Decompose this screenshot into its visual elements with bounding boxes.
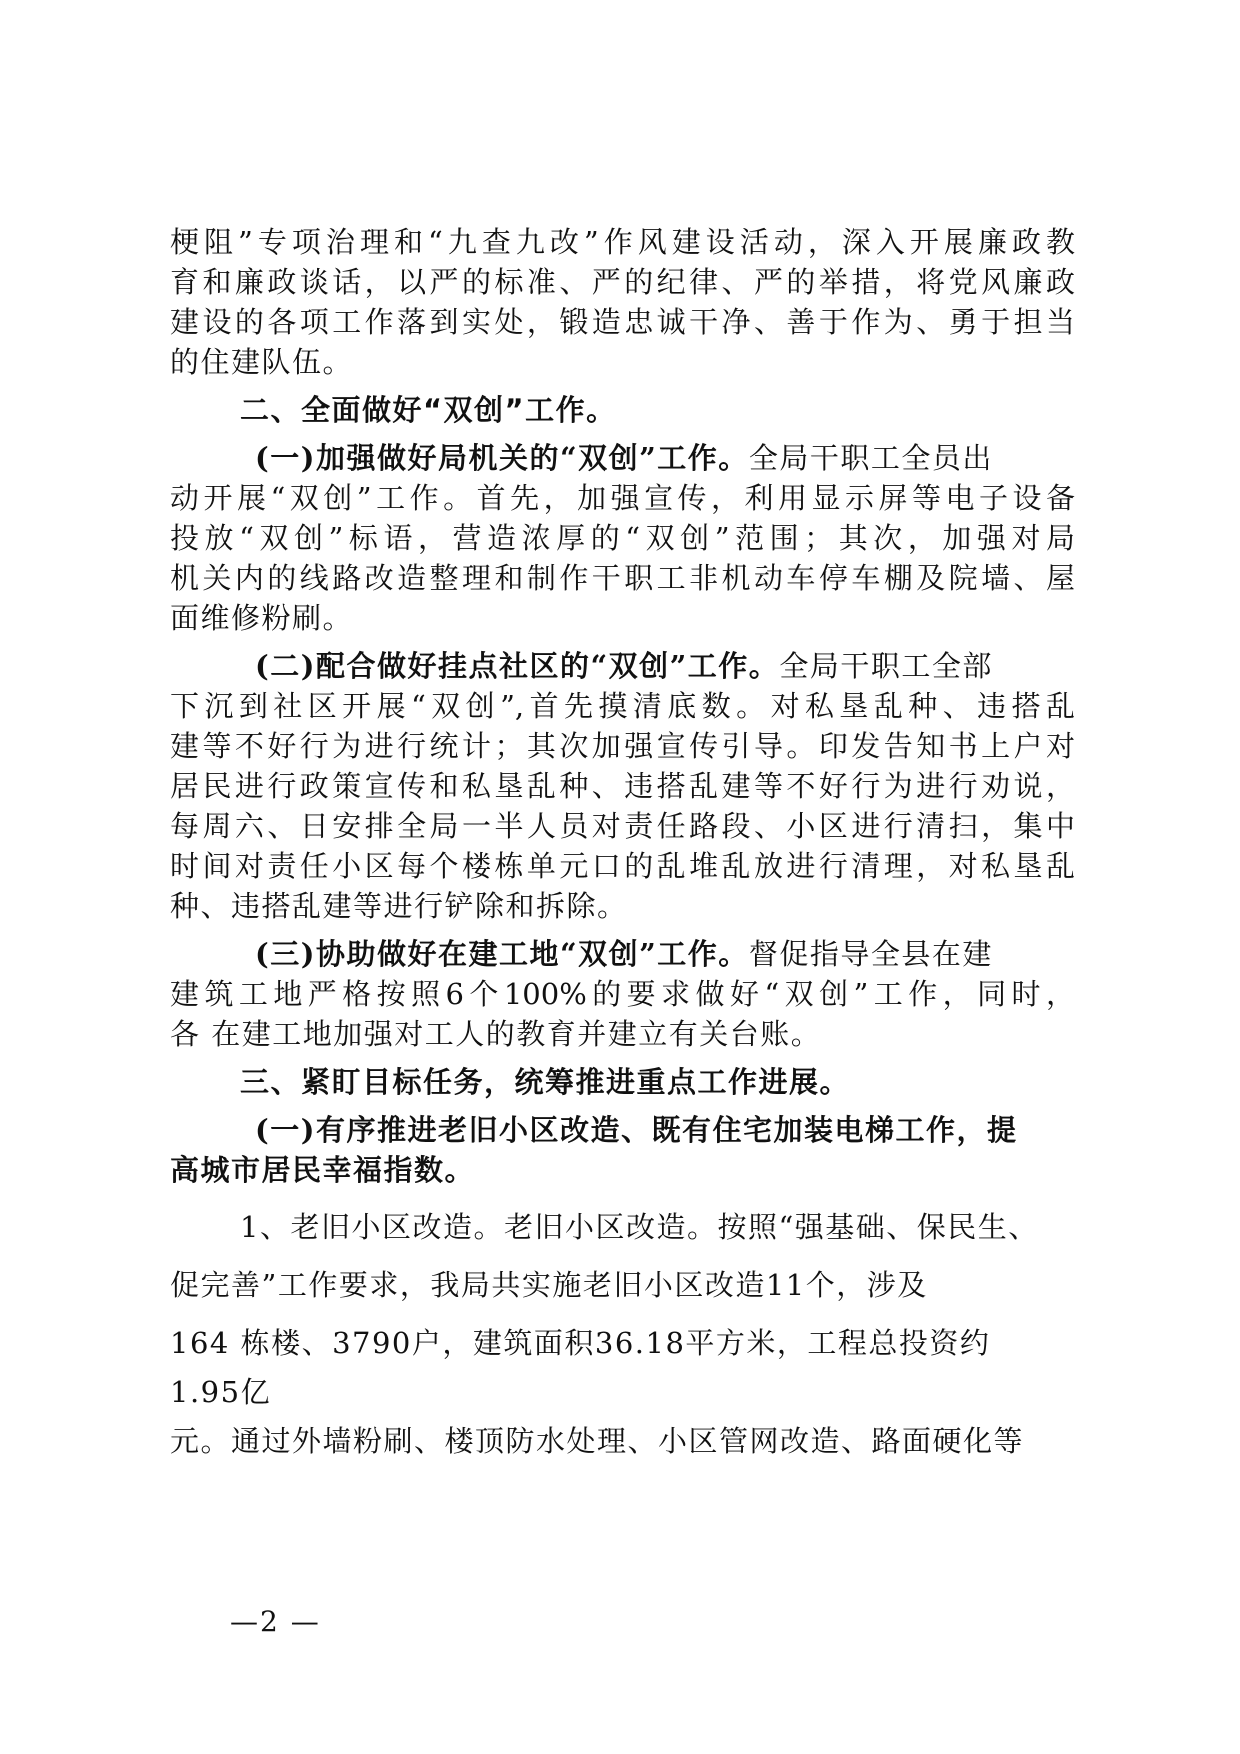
subsection-1-title: (一)加强做好局机关的“双创”工作。: [255, 441, 749, 475]
paragraph-text: 全局干职工全员出: [748, 441, 993, 475]
section-heading-2: 二、全面做好“双创”工作。: [240, 393, 617, 427]
document-body: [170, 222, 1075, 1470]
paragraph-line: 面维修粉刷。: [170, 601, 354, 635]
subsection-4-title-line-1: (一)有序推进老旧小区改造、既有住宅加装电梯工作，提: [255, 1113, 1018, 1147]
paragraph-text: 督促指导全县在建: [748, 937, 993, 971]
paragraph-line: 动开展“双创”工作。首先，加强宣传，利用显示屏等电子设备: [170, 481, 1075, 515]
subsection-3-line: [170, 934, 1075, 974]
paragraph-line: 元。通过外墙粉刷、楼顶防水处理、小区管网改造、路面硬化等: [170, 1424, 1025, 1458]
subsection-1-line: [170, 438, 1075, 478]
paragraph-line: 促完善”工作要求，我局共实施老旧小区改造11个，涉及: [170, 1268, 928, 1302]
paragraph-line: 下沉到社区开展“双创”,首先摸清底数。对私垦乱种、违搭乱: [170, 689, 1075, 723]
paragraph-line: 建筑工地严格按照6个100%的要求做好“双创”工作，同时，: [170, 977, 1075, 1011]
paragraph-line: 各 在建工地加强对工人的教育并建立有关台账。: [170, 1017, 822, 1051]
subsection-4-title-line-2: 高城市居民幸福指数。: [170, 1153, 476, 1187]
page-number: —2 —: [230, 1605, 321, 1638]
subsection-2-line: [170, 646, 1075, 686]
paragraph-line: 164 栋楼、3790户，建筑面积36.18平方米，工程总投资约: [170, 1326, 991, 1360]
paragraph-line: 种、违搭乱建等进行铲除和拆除。: [170, 889, 628, 923]
paragraph-line: 的住建队伍。: [170, 345, 354, 379]
section-heading-3: 三、紧盯目标任务，统筹推进重点工作进展。: [240, 1065, 851, 1099]
paragraph-text: 全局干职工全部: [779, 649, 993, 683]
paragraph-line: 育和廉政谈话，以严的标准、严的纪律、严的举措，将党风廉政: [170, 265, 1075, 299]
paragraph-line: 1.95亿: [170, 1375, 272, 1409]
subsection-3-title: (三)协助做好在建工地“双创”工作。: [255, 937, 749, 971]
paragraph-line: 居民进行政策宣传和私垦乱种、违搭乱建等不好行为进行劝说，: [170, 769, 1075, 803]
paragraph-line: 机关内的线路改造整理和制作干职工非机动车停车棚及院墙、屋: [170, 561, 1075, 595]
paragraph-line: 时间对责任小区每个楼栋单元口的乱堆乱放进行清理，对私垦乱: [170, 849, 1075, 883]
subsection-2-title: (二)配合做好挂点社区的“双创”工作。: [255, 649, 780, 683]
paragraph-line: 梗阻”专项治理和“九查九改”作风建设活动，深入开展廉政教: [170, 225, 1075, 259]
paragraph-line: 每周六、日安排全局一半人员对责任路段、小区进行清扫，集中: [170, 809, 1075, 843]
paragraph-line: 建设的各项工作落到实处，锻造忠诚干净、善于作为、勇于担当: [170, 305, 1075, 339]
paragraph-line: 1、老旧小区改造。老旧小区改造。按照“强基础、保民生、: [240, 1210, 1039, 1244]
paragraph-line: 建等不好行为进行统计；其次加强宣传引导。印发告知书上户对: [170, 729, 1075, 763]
paragraph-line: 投放“双创”标语，营造浓厚的“双创”范围；其次，加强对局: [170, 521, 1075, 555]
